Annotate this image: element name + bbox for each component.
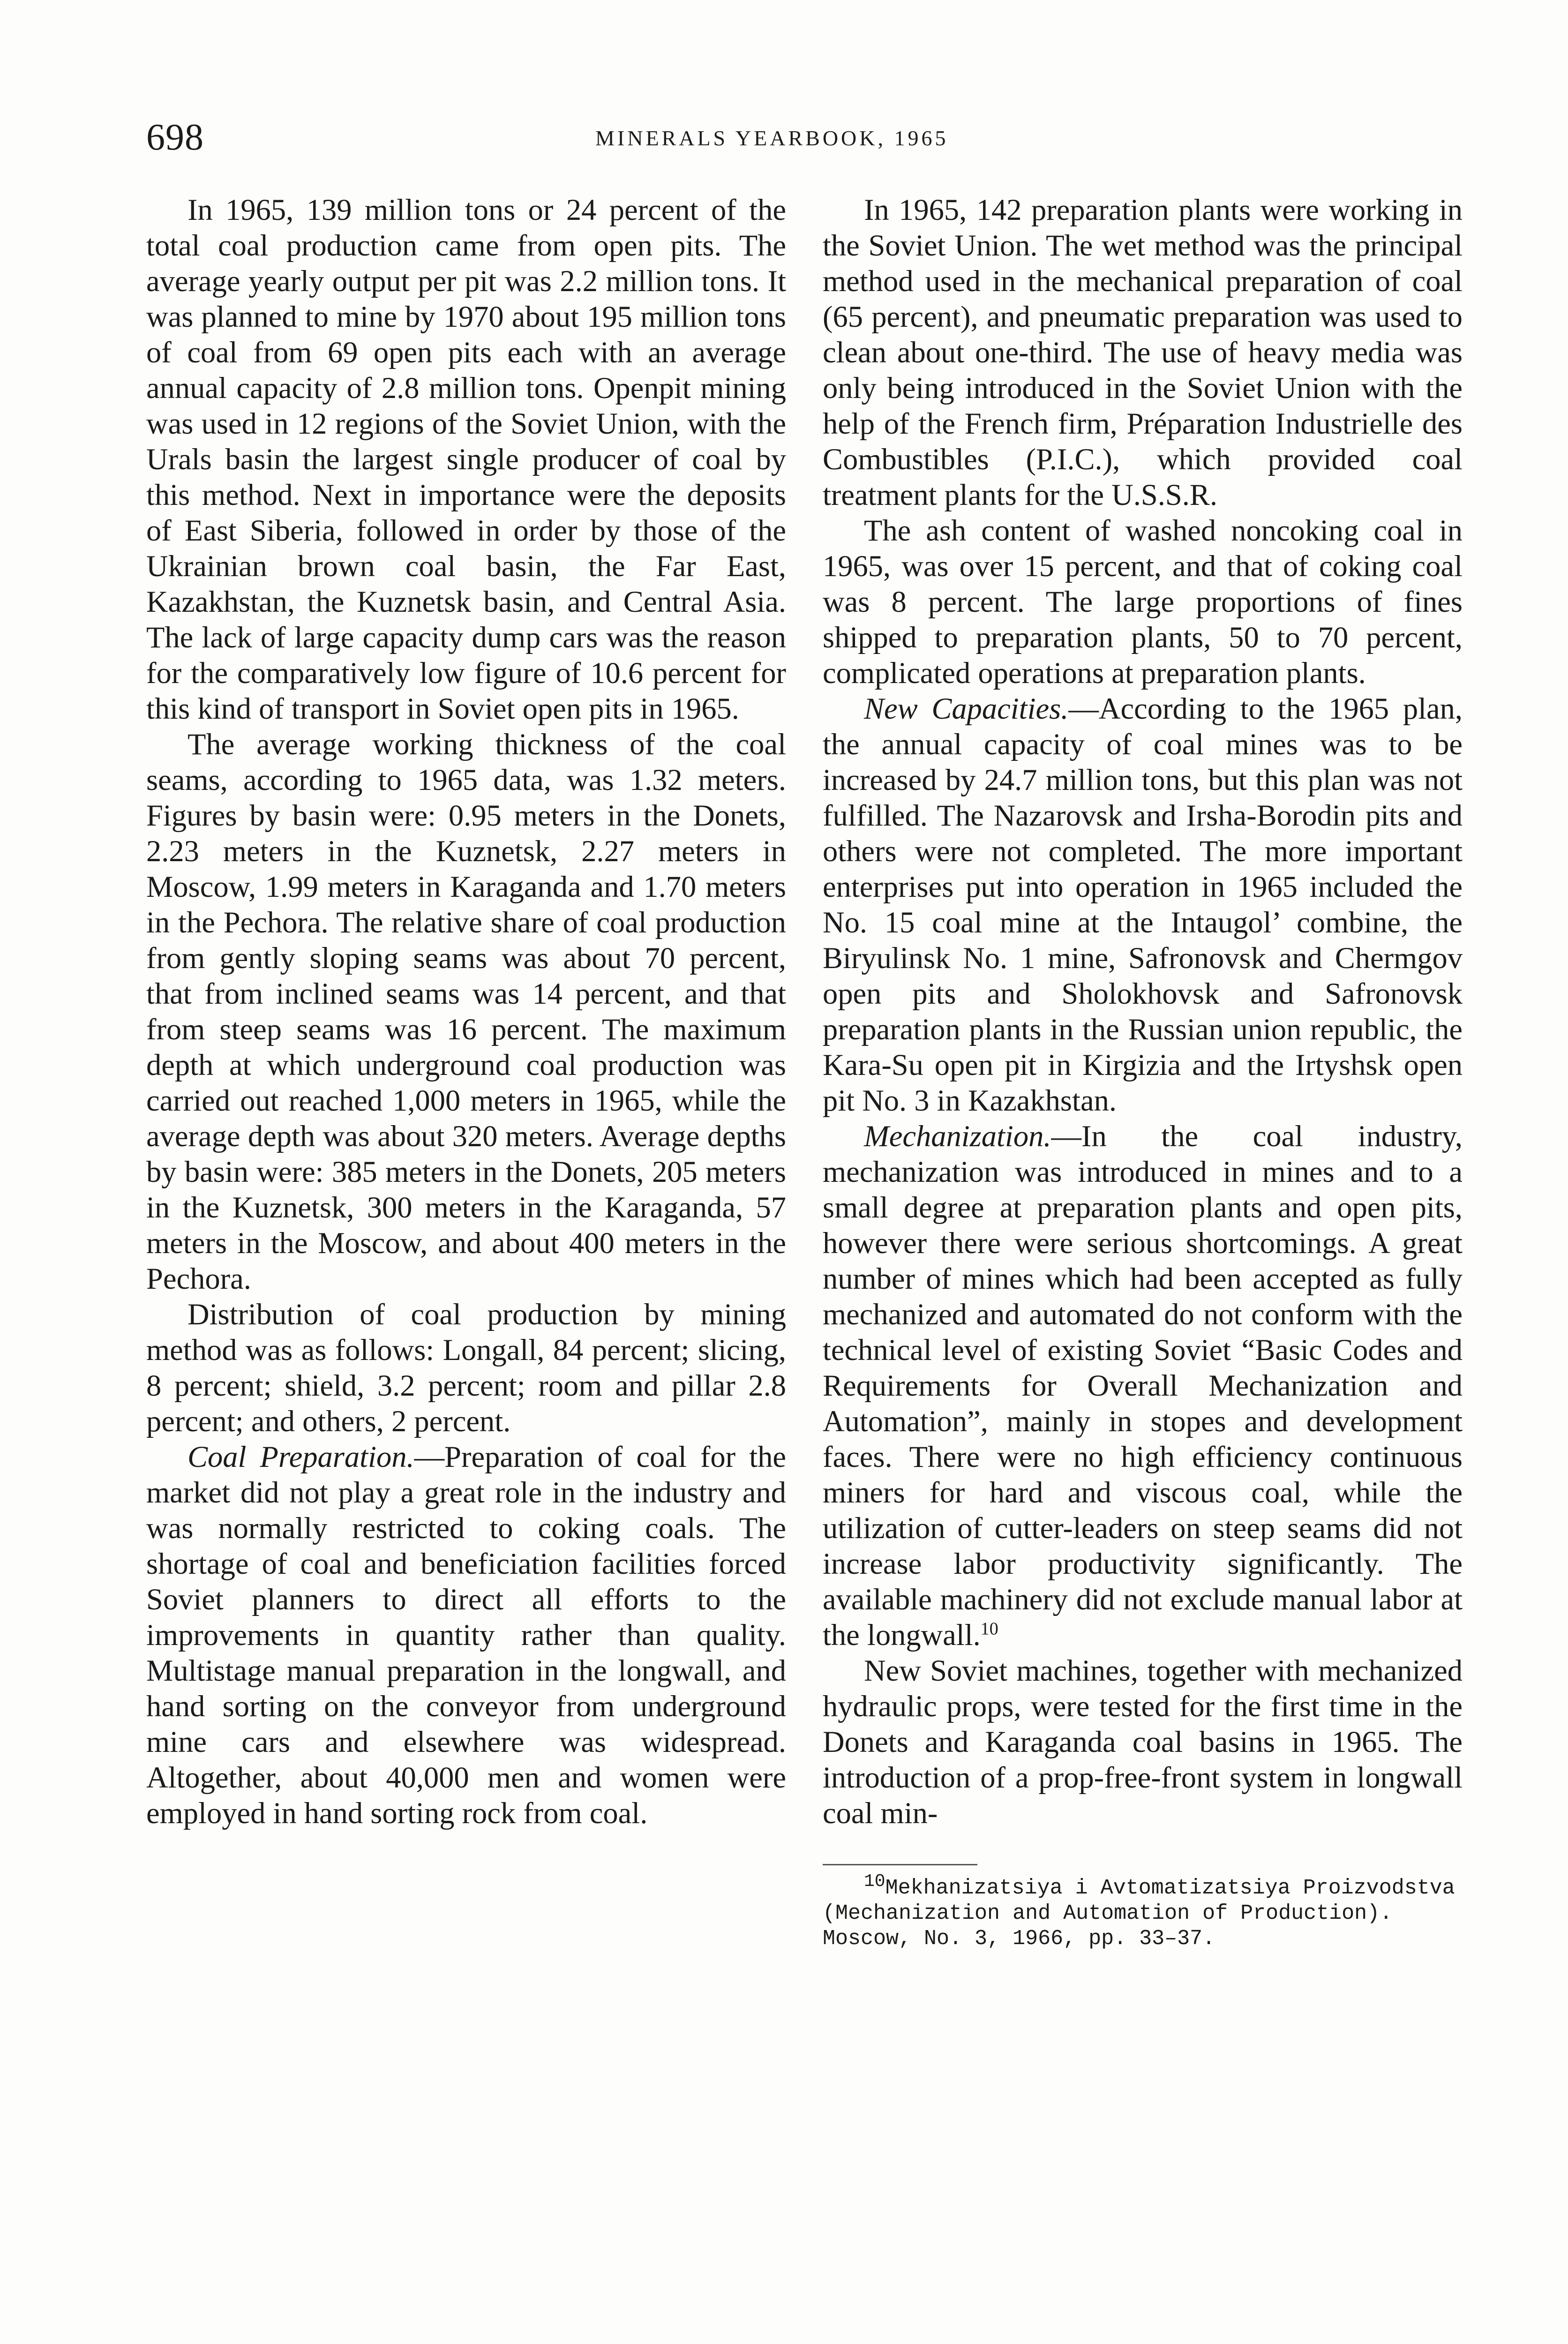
- left-column: [146, 192, 786, 1831]
- footnote-divider: [823, 1864, 977, 1865]
- subheading-new-capacities: New Capacities.: [864, 692, 1069, 725]
- new-capacities-text: —According to the 1965 plan, the annual capacity of coal mines was to be increased by 24.7 million tons, but this plan was not fulfilled. The Nazarovsk and Irsha-Borodin pits and others were not completed. The more important enterprises put into operation in 1965 included the No. 15 coal mine at the Intaugol’ combine, the Biryulinsk No. 1 mine, Safronovsk and Chermgov open pits and Sholokhovsk and Safronovsk preparation plants in the Russian union republic, the Kara-Su open pit in Kirgizia and the Irtyshsk open pit No. 3 in Kazakhstan.: [823, 692, 1463, 1117]
- footnote-text: Mekhanizatsiya i Avtomatizatsiya Proizvodstva (Mechanization and Automation of Production). Moscow, No. 3, 1966, pp. 33–37.: [823, 1876, 1455, 1951]
- paragraph-mining-methods: Distribution of coal production by mining method was as follows: Longall, 84 percent; slicing, 8 percent; shield, 3.2 percent; room and pillar 2.8 percent; and others, 2 percent.: [146, 1298, 786, 1438]
- running-title: MINERALS YEARBOOK, 1965: [595, 126, 949, 150]
- paragraph-coal-preparation: [146, 1439, 786, 1831]
- paragraph-seam-thickness: The average working thickness of the coal seams, according to 1965 data, was 1.32 meters. Figures by basin were: 0.95 meters in the Donets, 2.23 meters in the Kuznetsk, 2.27 meters in Moscow, 1.99 meters in Karaganda and 1.70 meters in the Pechora. The relative share of coal production from gently sloping seams was about 70 percent, that from inclined seams was 14 percent, and that from steep seams was 16 percent. The maximum depth at which underground coal production was carried out reached 1,000 meters in 1965, while the average depth was about 320 meters. Average depths by basin were: 385 meters in the Donets, 205 meters in the Kuznetsk, 300 meters in the Karaganda, 57 meters in the Moscow, and about 400 meters in the Pechora.: [146, 728, 786, 1295]
- paragraph-ash-content: The ash content of washed noncoking coal in 1965, was over 15 percent, and that of coking coal was 8 percent. The large proportions of fines shipped to preparation plants, 50 to 70 percent, complicated operations at preparation plants.: [823, 514, 1463, 690]
- subheading-mechanization: Mechanization.: [864, 1119, 1051, 1153]
- coal-preparation-text: —Preparation of coal for the market did not play a great role in the industry and was normally restricted to coking coals. The shortage of coal and beneficiation facilities forced Soviet planners to direct all efforts to the improvements in quantity rather than quality. Multistage manual preparation in the longwall, and hand sorting on the conveyor from underground mine cars and elsewhere was widespread. Altogether, about 40,000 men and women were employed in hand sorting rock from coal.: [146, 1440, 787, 1830]
- right-column: [823, 192, 1463, 1952]
- paragraph-mechanization: [823, 1119, 1463, 1653]
- subheading-coal-preparation: Coal Preparation.: [188, 1440, 414, 1473]
- footnote-reference: 10: [980, 1619, 998, 1639]
- page-number: 698: [146, 117, 204, 158]
- paragraph-new-capacities: [823, 691, 1463, 1119]
- paragraph-preparation-plants: In 1965, 142 preparation plants were working in the Soviet Union. The wet method was the principal method used in the mechanical preparation of coal (65 percent), and pneumatic preparation was used to clean about one-third. The use of heavy media was only being introduced in the Soviet Union with the help of the French firm, Préparation Industrielle des Combustibles (P.I.C.), which provided coal treatment plants for the U.S.S.R.: [823, 193, 1463, 511]
- paragraph-new-machines: New Soviet machines, together with mechanized hydraulic props, were tested for the first time in the Donets and Karaganda coal basins in 1965. The introduction of a prop-free-front system in longwall coal min-: [823, 1654, 1463, 1830]
- paragraph-open-pits: In 1965, 139 million tons or 24 percent of the total coal production came from open pits. The average yearly output per pit was 2.2 million tons. It was planned to mine by 1970 about 195 million tons of coal from 69 open pits each with an average annual capacity of 2.8 million tons. Openpit mining was used in 12 regions of the Soviet Union, with the Urals basin the largest single producer of coal by this method. Next in importance were the deposits of East Siberia, followed in order by those of the Ukrainian brown coal basin, the Far East, Kazakhstan, the Kuznetsk basin, and Central Asia. The lack of large capacity dump cars was the reason for the comparatively low figure of 10.6 percent for this kind of transport in Soviet open pits in 1965.: [146, 193, 786, 725]
- footnote-number: 10: [864, 1871, 885, 1892]
- mechanization-text: —In the coal industry, mechanization was introduced in mines and to a small degree at preparation plants and open pits, however there were serious shortcomings. A great number of mines which had been accepted as fully mechanized and automated do not conform with the technical level of existing Soviet “Basic Codes and Requirements for Overall Mechanization and Automation”, mainly in stopes and development faces. There were no high efficiency continuous miners for hard and viscous coal, while the utilization of cutter-leaders on steep seams did not increase labor productivity significantly. The available machinery did not exclude manual labor at the longwall.: [823, 1119, 1463, 1652]
- footnote: [823, 1871, 1463, 1952]
